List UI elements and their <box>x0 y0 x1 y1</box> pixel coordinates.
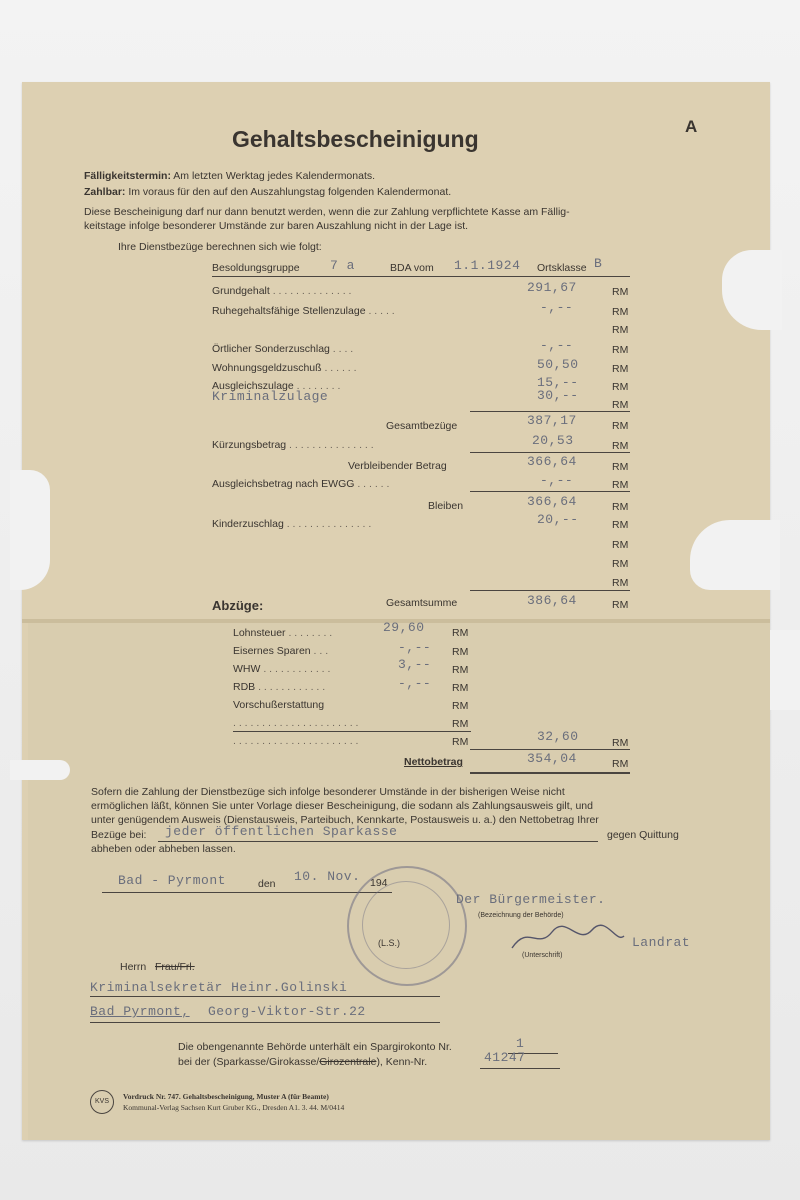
unterschrift-typed: Landrat <box>632 935 691 950</box>
currency-label: RM <box>452 664 469 676</box>
ewgg-label: Ausgleichsbetrag nach EWGG . . . . . . <box>212 478 390 490</box>
bezug-value: 15,-- <box>537 375 579 390</box>
abzuege-rule <box>233 731 471 732</box>
behoerde-caption: (Bezeichnung der Behörde) <box>478 912 564 919</box>
quittung-text: gegen Quittung <box>607 829 679 841</box>
currency-label: RM <box>612 420 629 432</box>
abzug-value: -,-- <box>398 676 432 691</box>
zahlbar-label: Zahlbar: <box>84 186 126 198</box>
empfaenger-name-underline <box>90 996 440 997</box>
bezug-label: Örtlicher Sonderzuschlag . . . . <box>212 343 354 355</box>
currency-label: RM <box>612 558 629 570</box>
empty-row-dots: . . . . . . . . . . . . . . . . . . . . . . <box>233 717 359 729</box>
torn-edge-left-lower <box>10 760 70 780</box>
zahlbar-text: Im voraus für den auf den Auszahlungstag folgenden Kalendermonat. <box>128 186 452 198</box>
abzug-label: WHW . . . . . . . . . . . . <box>233 663 331 675</box>
empfaenger-strasse: Georg-Viktor-Str.22 <box>208 1004 366 1019</box>
bezug-label: Grundgehalt . . . . . . . . . . . . . . <box>212 285 352 297</box>
kinder-label: Kinderzuschlag . . . . . . . . . . . . . . . <box>212 518 372 530</box>
abzug-value: 29,60 <box>383 620 425 635</box>
paragraph-line-1: Sofern die Zahlung der Dienstbezüge sich infolge besonderer Umstände in der bisherigen Weise nicht <box>91 786 565 798</box>
kinder-value: 20,-- <box>537 512 579 527</box>
ls-mark: (L.S.) <box>378 938 401 948</box>
currency-label: RM <box>452 700 469 712</box>
bezug-value: 30,-- <box>537 388 579 403</box>
abzug-value: 3,-- <box>398 657 432 672</box>
currency-label: RM <box>612 758 629 770</box>
kuerzung-value: 20,53 <box>532 433 574 448</box>
torn-edge-right-middle <box>690 520 780 590</box>
currency-label: RM <box>612 399 629 411</box>
currency-label: RM <box>612 737 629 749</box>
kuerzung-label: Kürzungsbetrag . . . . . . . . . . . . . . . <box>212 439 374 451</box>
behoerde-typed: Der Bürgermeister. <box>456 892 606 907</box>
faelligkeit-line <box>84 170 375 182</box>
sum-rule <box>470 452 630 453</box>
datum-typed: 10. Nov. <box>294 869 361 884</box>
currency-label: RM <box>452 627 469 639</box>
currency-label: RM <box>612 479 629 491</box>
abzug-label: RDB . . . . . . . . . . . . <box>233 681 326 693</box>
ortsklasse-value: B <box>594 256 603 271</box>
kenn-nr-underline <box>480 1068 560 1069</box>
bezuege-bei-value: jeder öffentlichen Sparkasse <box>165 824 398 839</box>
abzug-label: Vorschußerstattung <box>233 699 325 711</box>
gesamtsumme-label: Gesamtsumme <box>386 597 458 609</box>
bda-date: 1.1.1924 <box>454 258 521 273</box>
empty-row-dots: . . . . . . . . . . . . . . . . . . . . . . <box>233 735 359 747</box>
sum-rule <box>470 491 630 492</box>
currency-label: RM <box>452 682 469 694</box>
form-variant-letter: A <box>685 117 698 136</box>
sum-rule <box>470 411 630 412</box>
bezug-label: Kriminalzulage <box>212 389 329 404</box>
currency-label: RM <box>612 306 629 318</box>
currency-label: RM <box>612 577 629 589</box>
currency-label: RM <box>612 381 629 393</box>
official-stamp-inner-ring <box>362 881 450 969</box>
bezug-value: 291,67 <box>527 280 577 295</box>
ortsklasse-label: Ortsklasse <box>537 262 587 274</box>
verbleibend-label: Verbleibender Betrag <box>348 460 447 472</box>
abzuege-heading: Abzüge: <box>212 598 264 613</box>
kenn-nr: 41247 <box>484 1050 526 1065</box>
bei-der-text: bei der (Sparkasse/Girokasse/Girozentrale), Kenn-Nr. <box>178 1056 428 1068</box>
sum-rule <box>470 749 630 750</box>
herrn-label: Herrn <box>120 961 147 973</box>
bezuege-intro: Ihre Dienstbezüge berechnen sich wie folgt: <box>118 241 322 253</box>
besoldung-underline <box>212 276 630 277</box>
besoldungsgruppe-value: 7 a <box>330 258 355 273</box>
currency-label: RM <box>612 461 629 473</box>
bezug-label: Wohnungsgeldzuschuß . . . . . . <box>212 362 357 374</box>
bezug-label: Ausgleichszulage . . . . . . . . <box>212 380 341 392</box>
torn-edge-right-lower <box>770 630 800 710</box>
sum-rule <box>470 590 630 591</box>
bezug-label: Ruhegehaltsfähige Stellenzulage . . . . . <box>212 305 395 317</box>
intro-line-2: keitstage infolge besonderer Umstände zur baren Auszahlung nicht in der Lage ist. <box>84 220 469 232</box>
unterschrift-caption: (Unterschrift) <box>522 952 563 959</box>
jahr-prefix: 194 <box>370 877 388 889</box>
bezuege-bei-label: Bezüge bei: <box>91 829 147 841</box>
bezug-value: -,-- <box>540 300 574 315</box>
bleiben-label: Bleiben <box>428 500 464 512</box>
bleiben-value: 366,64 <box>527 494 577 509</box>
vordruck-line-2: Kommunal-Verlag Sachsen Kurt Gruber KG., Dresden A1. 3. 44. M/0414 <box>123 1103 345 1112</box>
currency-label: RM <box>612 324 629 336</box>
den-label: den <box>258 878 276 890</box>
currency-label: RM <box>452 646 469 658</box>
currency-label: RM <box>612 599 629 611</box>
empfaenger-ort-underline <box>90 1022 440 1023</box>
bda-label: BDA vom <box>390 262 434 274</box>
abzug-label: Eisernes Sparen . . . <box>233 645 329 657</box>
ort-datum-underline <box>102 892 392 893</box>
bezug-value: -,-- <box>540 338 574 353</box>
paragraph-line-2: ermöglichen läßt, können Sie unter Vorlage dieser Bescheinigung, die sodann als Zahlungsausweis gilt, und <box>91 800 593 812</box>
paragraph-line-3: unter genügendem Ausweis (Dienstausweis, Parteibuch, Kennkarte, Postausweis u. a.) den Nettobetrag Ihrer <box>91 814 599 826</box>
spargiro-text: Die obengenannte Behörde unterhält ein Spargirokonto Nr. <box>178 1041 452 1053</box>
currency-label: RM <box>612 501 629 513</box>
vordruck-line-1: Vordruck Nr. 747. Gehaltsbescheinigung, Muster A (für Beamte) <box>123 1092 329 1101</box>
netto-label: Nettobetrag <box>404 756 463 768</box>
faelligkeit-label: Fälligkeitstermin: <box>84 170 171 182</box>
currency-label: RM <box>612 363 629 375</box>
currency-label: RM <box>612 344 629 356</box>
verbleibend-value: 366,64 <box>527 454 577 469</box>
currency-label: RM <box>612 539 629 551</box>
empfaenger-ort: Bad Pyrmont, <box>90 1004 190 1019</box>
currency-label: RM <box>612 519 629 531</box>
paragraph-line-4: abheben oder abheben lassen. <box>91 843 236 855</box>
bezuege-bei-underline <box>158 841 598 842</box>
spargiro-nr: 1 <box>516 1036 525 1051</box>
intro-line-1: Diese Bescheinigung darf nur dann benutzt werden, wenn die zur Zahlung verpflichtete Kasse am Fällig- <box>84 206 570 218</box>
currency-label: RM <box>452 736 469 748</box>
abzuege-total-value: 32,60 <box>537 729 579 744</box>
ewgg-value: -,-- <box>540 473 574 488</box>
bezug-value: 50,50 <box>537 357 579 372</box>
gesamtbezuege-label: Gesamtbezüge <box>386 420 458 432</box>
abzug-label: Lohnsteuer . . . . . . . . <box>233 627 333 639</box>
besoldungsgruppe-label: Besoldungsgruppe <box>212 262 300 274</box>
abzug-value: -,-- <box>398 640 432 655</box>
netto-value: 354,04 <box>527 751 577 766</box>
torn-edge-left-middle <box>10 470 50 590</box>
currency-label: RM <box>612 440 629 452</box>
faelligkeit-text: Am letzten Werktag jedes Kalendermonats. <box>173 170 376 182</box>
gesamtsumme-value: 386,64 <box>527 593 577 608</box>
empfaenger-name: Kriminalsekretär Heinr.Golinski <box>90 980 348 995</box>
publisher-logo: KVS <box>90 1090 114 1114</box>
gesamtbezuege-value: 387,17 <box>527 413 577 428</box>
document-title: Gehaltsbescheinigung <box>232 126 479 152</box>
currency-label: RM <box>452 718 469 730</box>
ort-typed: Bad - Pyrmont <box>118 873 226 888</box>
frau-frl-struck: Frau/Frl. <box>155 961 195 973</box>
zahlbar-line <box>84 186 451 198</box>
netto-double-rule <box>470 772 630 774</box>
currency-label: RM <box>612 286 629 298</box>
